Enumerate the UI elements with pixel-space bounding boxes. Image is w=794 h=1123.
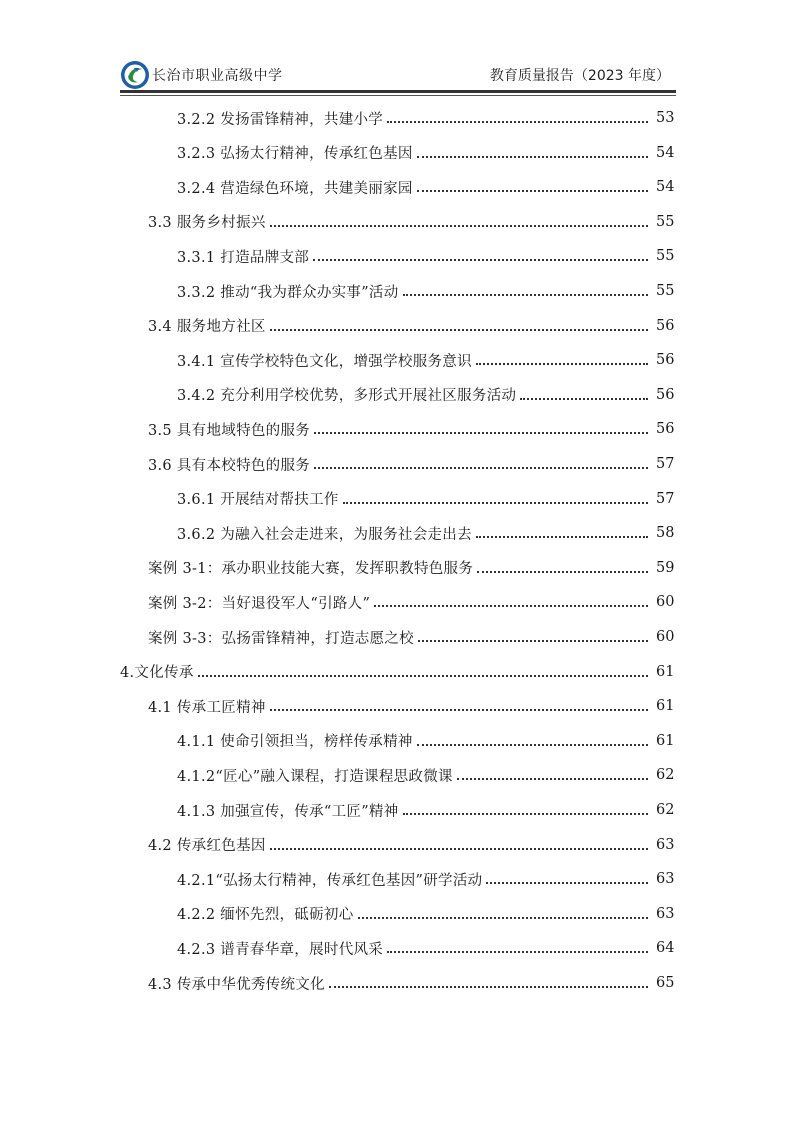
toc-entry[interactable] bbox=[0, 378, 674, 412]
toc-entry-title: 3.6 具有本校特色的服务 bbox=[148, 457, 311, 474]
toc-entry[interactable] bbox=[0, 897, 674, 931]
toc-entry-title: 4.文化传承 bbox=[120, 665, 194, 682]
toc-entry-title: 3.2.3 弘扬太行精神，传承红色基因 bbox=[177, 146, 413, 163]
toc-entry-title: 案例 3-3：弘扬雷锋精神，打造志愿之校 bbox=[148, 630, 414, 647]
toc-entry[interactable] bbox=[0, 309, 674, 343]
toc-entry[interactable] bbox=[0, 758, 674, 792]
report-title: 教育质量报告（2023 年度） bbox=[489, 68, 670, 84]
toc-entry[interactable] bbox=[0, 482, 674, 516]
toc-entry-title: 4.1 传承工匠精神 bbox=[148, 699, 266, 716]
toc-leader-dots bbox=[417, 156, 648, 158]
toc-entry-title: 4.3 传承中华优秀传统文化 bbox=[148, 976, 325, 993]
toc-entry[interactable] bbox=[0, 689, 674, 723]
toc-entry-title: 3.4.1 宣传学校特色文化，增强学校服务意识 bbox=[177, 353, 472, 370]
toc-leader-dots bbox=[198, 675, 648, 677]
toc-page-number: 56 bbox=[656, 317, 675, 334]
toc-entry-title: 案例 3-2：当好退役军人“引路人” bbox=[148, 595, 371, 612]
toc-entry-title: 3.5 具有地域特色的服务 bbox=[148, 422, 311, 439]
toc-page-number: 63 bbox=[656, 836, 675, 853]
toc-leader-dots bbox=[387, 951, 648, 953]
toc-leader-dots bbox=[314, 432, 648, 434]
toc-page-number: 55 bbox=[656, 213, 675, 230]
toc-entry-title: 4.2.1“弘扬太行精神，传承红色基因”研学活动 bbox=[177, 872, 483, 889]
toc-entry-title: 3.3.2 推动“我为群众办实事”活动 bbox=[177, 284, 399, 301]
toc-leader-dots bbox=[476, 536, 648, 538]
toc-page-number: 56 bbox=[656, 421, 675, 438]
toc-entry-title: 3.2.4 营造绿色环境，共建美丽家园 bbox=[177, 180, 413, 197]
toc-leader-dots bbox=[486, 882, 648, 884]
toc-leader-dots bbox=[374, 605, 648, 607]
toc-entry[interactable] bbox=[0, 966, 674, 1000]
toc-entry[interactable] bbox=[0, 274, 674, 308]
toc-entry[interactable] bbox=[0, 239, 674, 273]
toc-leader-dots bbox=[270, 225, 648, 227]
toc-entry[interactable] bbox=[0, 585, 674, 619]
toc-leader-dots bbox=[403, 294, 648, 296]
toc-page-number: 58 bbox=[656, 525, 675, 542]
toc-page-number: 55 bbox=[656, 283, 675, 299]
toc-leader-dots bbox=[477, 571, 648, 573]
toc-entry[interactable] bbox=[0, 170, 674, 204]
toc-leader-dots bbox=[270, 709, 648, 711]
toc-leader-dots bbox=[520, 398, 648, 400]
toc-entry-title: 3.2.2 发扬雷锋精神，共建小学 bbox=[177, 111, 384, 128]
toc-leader-dots bbox=[417, 190, 648, 192]
toc-leader-dots bbox=[418, 640, 648, 642]
toc-entry-title: 3.4.2 充分利用学校优势，多形式开展社区服务活动 bbox=[177, 388, 517, 405]
toc-entry[interactable] bbox=[0, 447, 674, 481]
toc-leader-dots bbox=[457, 778, 648, 780]
toc-leader-dots bbox=[358, 917, 648, 919]
toc-page-number: 65 bbox=[656, 975, 675, 991]
toc-page-number: 53 bbox=[656, 110, 675, 126]
toc-page-number: 62 bbox=[656, 802, 675, 818]
toc-entry-title: 4.1.1 使命引领担当，榜样传承精神 bbox=[177, 734, 413, 751]
toc-entry-title: 4.1.3 加强宣传，传承“工匠”精神 bbox=[177, 803, 399, 820]
toc-entry[interactable] bbox=[0, 412, 674, 446]
school-logo-icon bbox=[120, 60, 150, 90]
toc-entry-title: 3.3 服务乡村振兴 bbox=[148, 215, 266, 232]
toc-entry-title: 3.3.1 打造品牌支部 bbox=[177, 249, 310, 266]
toc-entry-title: 3.6.2 为融入社会走进来，为服务社会走出去 bbox=[177, 526, 472, 543]
toc-page-number: 61 bbox=[656, 663, 675, 680]
toc-entry[interactable] bbox=[0, 136, 674, 170]
toc-page-number: 63 bbox=[656, 905, 675, 922]
toc-entry[interactable] bbox=[0, 931, 674, 965]
toc-leader-dots bbox=[270, 329, 648, 331]
toc-page-number: 54 bbox=[656, 144, 675, 161]
toc-entry[interactable] bbox=[0, 724, 674, 758]
toc-entry-title: 4.2 传承红色基因 bbox=[148, 838, 266, 855]
toc-entry[interactable] bbox=[0, 516, 674, 550]
toc-leader-dots bbox=[417, 744, 648, 746]
toc-page-number: 64 bbox=[656, 940, 675, 957]
toc-leader-dots bbox=[270, 848, 648, 850]
toc-entry-title: 4.2.3 谱青春华章，展时代风采 bbox=[177, 941, 384, 958]
toc-entry[interactable] bbox=[0, 655, 674, 689]
toc-page-number: 61 bbox=[656, 698, 675, 715]
toc-entry[interactable] bbox=[0, 343, 674, 377]
toc-page-number: 60 bbox=[656, 629, 675, 645]
toc-entry[interactable] bbox=[0, 793, 674, 827]
school-name: 长治市职业高级中学 bbox=[152, 68, 283, 84]
toc-leader-dots bbox=[403, 813, 648, 815]
toc-leader-dots bbox=[476, 363, 648, 365]
toc-page-number: 54 bbox=[656, 179, 675, 196]
toc-page-number: 60 bbox=[656, 594, 675, 611]
toc-entry-title: 3.4 服务地方社区 bbox=[148, 319, 266, 336]
toc-page-number: 55 bbox=[656, 248, 675, 265]
toc-entry-title: 4.1.2“匠心”融入课程，打造课程思政微课 bbox=[177, 768, 453, 785]
toc-leader-dots bbox=[313, 259, 648, 261]
toc-leader-dots bbox=[387, 121, 648, 123]
toc-page-number: 63 bbox=[656, 871, 675, 888]
toc-entry-title: 案例 3-1：承办职业技能大赛，发挥职教特色服务 bbox=[148, 561, 474, 578]
toc-entry-title: 4.2.2 缅怀先烈，砥砺初心 bbox=[177, 907, 354, 924]
toc-page-number: 61 bbox=[656, 732, 675, 749]
toc-entry[interactable] bbox=[0, 620, 674, 654]
toc-entry-title: 3.6.1 开展结对帮扶工作 bbox=[177, 492, 339, 509]
header-rule-thick bbox=[120, 90, 676, 93]
toc-leader-dots bbox=[329, 986, 648, 988]
toc-entry[interactable] bbox=[0, 205, 674, 239]
toc-page-number: 56 bbox=[656, 352, 675, 369]
toc-page-number: 62 bbox=[656, 767, 675, 784]
toc-leader-dots bbox=[343, 502, 648, 504]
toc-page-number: 59 bbox=[656, 559, 675, 576]
toc-page-number: 56 bbox=[656, 386, 675, 403]
toc-entry[interactable] bbox=[0, 101, 674, 135]
toc-entry[interactable] bbox=[0, 828, 674, 862]
toc-page-number: 57 bbox=[656, 456, 675, 472]
toc-entry[interactable] bbox=[0, 551, 674, 585]
header-rule-thin bbox=[120, 95, 676, 96]
toc-page-number: 57 bbox=[656, 490, 675, 507]
toc-leader-dots bbox=[314, 467, 648, 469]
toc-entry[interactable] bbox=[0, 862, 674, 896]
page-header bbox=[120, 56, 676, 96]
